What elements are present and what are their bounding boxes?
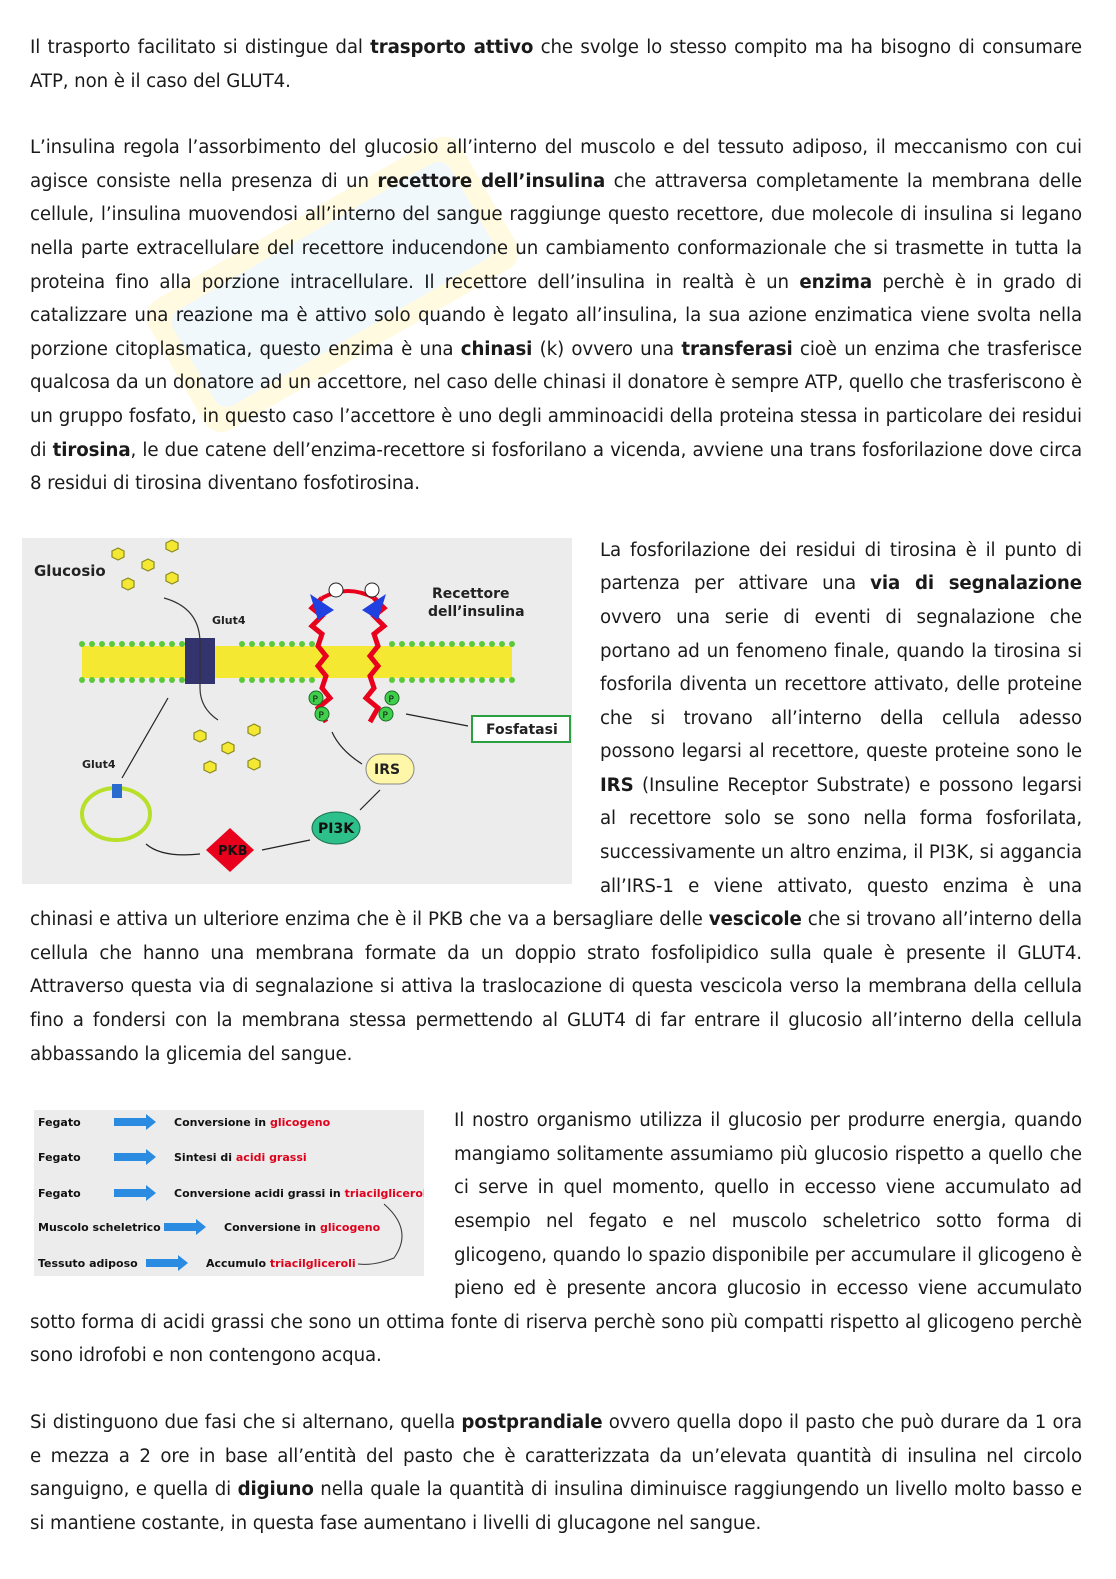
phospho-label-1: P (312, 694, 318, 705)
storage-curved-arrow (358, 1204, 402, 1264)
glut4-label-left: Glut4 (82, 757, 116, 771)
vesicle-glut4 (112, 784, 122, 798)
paragraph-4: Il nostro organismo utilizza il glucosio per produrre energia, quando mangiamo solitamente assumiamo più glucosio rispetto a quello che ci serve in quel momento, quello in eccesso viene accumulato ad esempio nel fegato e nel muscolo scheletrico sotto forma di glicogeno, quando lo spazio disponibile per accumulare il glicogeno è pieno ed è presente ancora glucosio in eccesso viene accumulato sotto forma di acidi grassi che sono un ottima fonte di riserva perchè sono più compatti rispetto al glicogeno perchè sono idrofobi e non contengono acqua. (30, 1110, 1082, 1367)
pi3k-label: PI3K (318, 820, 355, 837)
pi3k-to-pkb-arrow (262, 840, 310, 850)
storage-organ-1: Fegato (38, 1116, 81, 1130)
storage-step-2: Sintesi di acidi grassi (174, 1151, 307, 1165)
paragraph-2: L’insulina regola l’assorbimento del glucosio all’interno del muscolo e del tessuto adiposo, il meccanismo con cui agisce consiste nella presenza di un recettore dell’insulina che attraversa completamente la membrana delle cellule, l’insulina muovendosi all’interno del sangue raggiunge questo recettore, due molecole di insulina si legano nella parte extracellulare del recettore inducendone un cambiamento conformazionale che si trasmette in tutta la proteina fino alla porzione intracellulare. Il recettore dell’insulina in realtà è un enzima perchè è in grado di catalizzare una reazione ma è attivo solo quando è legato all’insulina, la sua azione enzimatica viene svolta nella porzione citoplasmatica, questo enzima è una chinasi (k) ovvero una transferasi cioè un enzima che trasferisce qualcosa da un donatore ad un accettore, nel caso delle chinasi il donatore è sempre ATP, quello che trasferiscono è un gruppo fosfato, in questo caso l’accettore è uno degli amminoacidi della proteina stessa in particolare dei residui di tirosina, le due catene dell’enzima-recettore si fosforilano a vicenda, avviene una trans fosforilazione dove circa 8 residui di tirosina diventano fosfotirosina. (30, 137, 1083, 495)
pkb-label: PKB (218, 843, 248, 859)
pkb-to-vesicle-arrow (146, 844, 200, 855)
glucose-storage-figure (34, 1110, 424, 1276)
irs-to-pi3k-arrow (360, 790, 380, 810)
document-body (30, 31, 1082, 1540)
fosfatasi-arrow (406, 714, 468, 726)
storage-step-1: Conversione in glicogeno (174, 1116, 331, 1130)
phospho-label-3: P (388, 694, 394, 705)
storage-step-3: Conversione acidi grassi in triacilgliceroli (174, 1187, 424, 1201)
receptor-label-line2: dell’insulina (428, 603, 525, 620)
insulin-signaling-figure (22, 538, 572, 884)
fosfatasi-label: Fosfatasi (486, 721, 558, 738)
storage-step-4: Conversione in glicogeno (224, 1221, 381, 1235)
storage-step-5: Accumulo triacilgliceroli (206, 1257, 356, 1271)
storage-organ-5: Tessuto adiposo (38, 1257, 138, 1271)
storage-organ-4: Muscolo scheletrico (38, 1221, 161, 1235)
storage-organ-3: Fegato (38, 1187, 81, 1201)
phospho-label-4: P (382, 710, 388, 721)
irs-label: IRS (374, 761, 401, 778)
storage-organ-2: Fegato (38, 1151, 81, 1165)
cell-membrane (79, 641, 515, 683)
paragraph-1: Il trasporto facilitato si distingue dal trasporto attivo che svolge lo stesso compito ma ha bisogno di consumare ATP, non è il caso del GLUT4. (30, 37, 1082, 92)
vesicle-translocation-arrow (122, 698, 168, 778)
glut4-label-top: Glut4 (212, 613, 246, 627)
glucose-label: Glucosio (34, 561, 106, 580)
paragraph-5: Si distinguono due fasi che si alternano, quella postprandiale ovvero quella dopo il pasto che può durare da 1 ora e mezza a 2 ore in base all’entità del pasto che è caratterizzata da un’elevata quantità di insulina nel circolo sanguigno, e quella di digiuno nella quale la quantità di insulina diminuisce raggiungendo un livello molto basso e si mantiene costante, in questa fase aumentano i livelli di glucagone nel sangue. (30, 1411, 1082, 1534)
paragraph-3: La fosforilazione dei residui di tirosina è il punto di partenza per attivare una via di segnalazione ovvero una serie di eventi di segnalazione che portano ad un fenomeno finale, quando la tirosina si fosforila diventa un recettore attivato, delle proteine che si trovano all’interno della cellula adesso possono legarsi al recettore, queste proteine sono le IRS (Insuline Receptor Substrate) e possono legarsi al recettore solo se sono nella forma fosforilata, successivamente un altro enzima, il PI3K, si aggancia all’IRS-1 e viene attivato, questo enzima è una chinasi e attiva un ulteriore enzima che è il PKB che va a bersagliare delle vescicole che si trovano all’interno della cellula che hanno una membrana formate da un doppio strato fosfolipidico sulla quale è presente il GLUT4. Attraverso questa via di segnalazione si attiva la traslocazione di questa vescicola verso la membrana della cellula fino a fondersi con la membrana stessa permettendo al GLUT4 di far entrare il glucosio all’interno della cellula abbassando la glicemia del sangue. (30, 539, 1083, 1065)
receptor-label-line1: Recettore (432, 585, 510, 602)
irs-arrow (332, 732, 362, 764)
phospho-label-2: P (318, 710, 324, 721)
